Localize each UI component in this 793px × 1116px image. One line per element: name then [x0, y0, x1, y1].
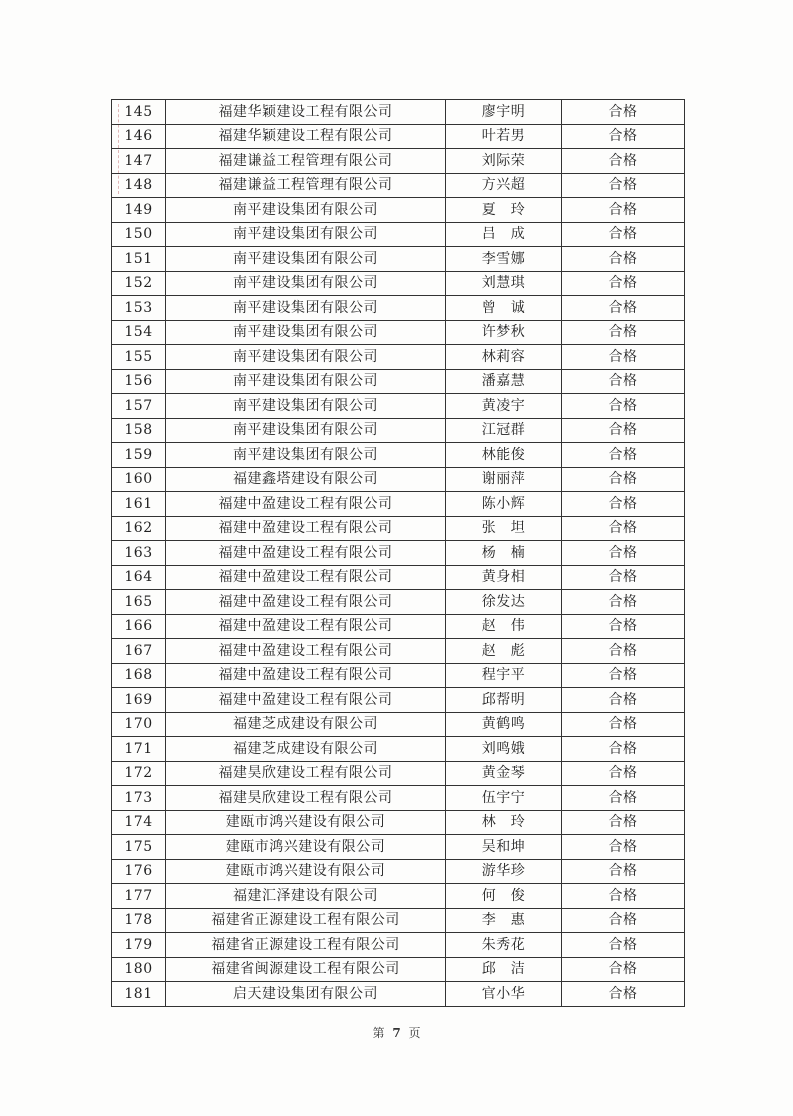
company-name: 福建芝成建设有限公司: [166, 712, 446, 737]
company-name: 福建鑫塔建设有限公司: [166, 467, 446, 492]
person-name: 朱秀花: [446, 933, 562, 958]
company-name: 启天建设集团有限公司: [166, 982, 446, 1007]
result-status: 合格: [562, 982, 685, 1007]
company-name: 福建昊欣建设工程有限公司: [166, 786, 446, 811]
row-number: 158: [112, 418, 166, 443]
row-number: 148: [112, 173, 166, 198]
company-name: 南平建设集团有限公司: [166, 345, 446, 370]
result-status: 合格: [562, 810, 685, 835]
table-row: [112, 320, 685, 345]
row-number: 149: [112, 198, 166, 223]
table-row: [112, 516, 685, 541]
table-row: [112, 394, 685, 419]
table-row: [112, 247, 685, 272]
company-name: 福建省正源建设工程有限公司: [166, 933, 446, 958]
row-number: 159: [112, 443, 166, 468]
person-name: 方兴超: [446, 173, 562, 198]
table-row: [112, 149, 685, 174]
footer-prefix: 第: [372, 1026, 385, 1040]
company-name: 南平建设集团有限公司: [166, 247, 446, 272]
row-number: 165: [112, 590, 166, 615]
row-number: 156: [112, 369, 166, 394]
company-name: 南平建设集团有限公司: [166, 320, 446, 345]
person-name: 吕 成: [446, 222, 562, 247]
person-name: 叶若男: [446, 124, 562, 149]
person-name: 游华珍: [446, 859, 562, 884]
table-row: [112, 614, 685, 639]
person-name: 官小华: [446, 982, 562, 1007]
company-name: 福建谦益工程管理有限公司: [166, 173, 446, 198]
row-number: 160: [112, 467, 166, 492]
table-row: [112, 443, 685, 468]
result-status: 合格: [562, 639, 685, 664]
result-status: 合格: [562, 614, 685, 639]
row-number: 180: [112, 957, 166, 982]
person-name: 林 玲: [446, 810, 562, 835]
result-status: 合格: [562, 516, 685, 541]
result-status: 合格: [562, 247, 685, 272]
table-row: [112, 198, 685, 223]
result-status: 合格: [562, 443, 685, 468]
result-status: 合格: [562, 222, 685, 247]
company-name: 福建省闽源建设工程有限公司: [166, 957, 446, 982]
table-row: [112, 982, 685, 1007]
person-name: 赵 伟: [446, 614, 562, 639]
row-number: 157: [112, 394, 166, 419]
person-name: 赵 彪: [446, 639, 562, 664]
person-name: 何 俊: [446, 884, 562, 909]
row-number: 164: [112, 565, 166, 590]
table-row: [112, 761, 685, 786]
company-name: 南平建设集团有限公司: [166, 394, 446, 419]
result-status: 合格: [562, 467, 685, 492]
page-footer: [0, 1024, 793, 1041]
row-number: 176: [112, 859, 166, 884]
table-row: [112, 222, 685, 247]
table-row: [112, 859, 685, 884]
company-name: 南平建设集团有限公司: [166, 369, 446, 394]
company-name: 福建华颖建设工程有限公司: [166, 100, 446, 125]
person-name: 夏 玲: [446, 198, 562, 223]
table-row: [112, 712, 685, 737]
result-status: 合格: [562, 933, 685, 958]
result-status: 合格: [562, 786, 685, 811]
table-row: [112, 663, 685, 688]
table-row: [112, 810, 685, 835]
result-status: 合格: [562, 884, 685, 909]
table-row: [112, 835, 685, 860]
result-status: 合格: [562, 345, 685, 370]
company-name: 福建谦益工程管理有限公司: [166, 149, 446, 174]
row-number: 155: [112, 345, 166, 370]
result-status: 合格: [562, 394, 685, 419]
company-name: 福建中盈建设工程有限公司: [166, 688, 446, 713]
person-name: 程宇平: [446, 663, 562, 688]
row-number: 161: [112, 492, 166, 517]
result-status: 合格: [562, 320, 685, 345]
table-row: [112, 100, 685, 125]
person-name: 林莉容: [446, 345, 562, 370]
row-number: 168: [112, 663, 166, 688]
row-number: 173: [112, 786, 166, 811]
table-row: [112, 467, 685, 492]
person-name: 黄凌宇: [446, 394, 562, 419]
company-name: 福建昊欣建设工程有限公司: [166, 761, 446, 786]
row-number: 145: [112, 100, 166, 125]
person-name: 刘慧琪: [446, 271, 562, 296]
company-name: 福建中盈建设工程有限公司: [166, 614, 446, 639]
row-number: 179: [112, 933, 166, 958]
row-number: 167: [112, 639, 166, 664]
result-status: 合格: [562, 663, 685, 688]
person-name: 廖宇明: [446, 100, 562, 125]
row-number: 154: [112, 320, 166, 345]
row-number: 169: [112, 688, 166, 713]
table-row: [112, 565, 685, 590]
person-name: 张 坦: [446, 516, 562, 541]
company-name: 福建中盈建设工程有限公司: [166, 516, 446, 541]
company-name: 南平建设集团有限公司: [166, 443, 446, 468]
person-name: 黄身相: [446, 565, 562, 590]
table-row: [112, 786, 685, 811]
result-status: 合格: [562, 590, 685, 615]
person-name: 陈小辉: [446, 492, 562, 517]
company-name: 福建中盈建设工程有限公司: [166, 590, 446, 615]
table-row: [112, 957, 685, 982]
page-number: 7: [392, 1026, 401, 1040]
company-name: 建瓯市鸿兴建设有限公司: [166, 859, 446, 884]
result-status: 合格: [562, 296, 685, 321]
table-row: [112, 884, 685, 909]
person-name: 李 惠: [446, 908, 562, 933]
result-status: 合格: [562, 712, 685, 737]
table-row: [112, 908, 685, 933]
person-name: 曾 诚: [446, 296, 562, 321]
row-number: 170: [112, 712, 166, 737]
table-row: [112, 639, 685, 664]
person-name: 谢丽萍: [446, 467, 562, 492]
row-number: 150: [112, 222, 166, 247]
row-number: 171: [112, 737, 166, 762]
table-row: [112, 369, 685, 394]
person-name: 邱 洁: [446, 957, 562, 982]
person-name: 徐发达: [446, 590, 562, 615]
table-body: [112, 100, 685, 1007]
result-status: 合格: [562, 737, 685, 762]
company-name: 福建华颖建设工程有限公司: [166, 124, 446, 149]
row-number: 181: [112, 982, 166, 1007]
footer-suffix: 页: [408, 1026, 421, 1040]
qualification-table: [111, 99, 685, 1007]
row-number: 177: [112, 884, 166, 909]
person-name: 林能俊: [446, 443, 562, 468]
table-row: [112, 271, 685, 296]
company-name: 南平建设集团有限公司: [166, 296, 446, 321]
row-number: 163: [112, 541, 166, 566]
company-name: 南平建设集团有限公司: [166, 271, 446, 296]
row-number: 147: [112, 149, 166, 174]
result-status: 合格: [562, 908, 685, 933]
result-status: 合格: [562, 418, 685, 443]
person-name: 邱帮明: [446, 688, 562, 713]
table-row: [112, 492, 685, 517]
result-status: 合格: [562, 957, 685, 982]
person-name: 刘际荣: [446, 149, 562, 174]
table-row: [112, 541, 685, 566]
company-name: 福建中盈建设工程有限公司: [166, 663, 446, 688]
result-status: 合格: [562, 198, 685, 223]
row-number: 152: [112, 271, 166, 296]
company-name: 福建省正源建设工程有限公司: [166, 908, 446, 933]
table-row: [112, 173, 685, 198]
result-status: 合格: [562, 835, 685, 860]
company-name: 南平建设集团有限公司: [166, 418, 446, 443]
result-status: 合格: [562, 492, 685, 517]
table-row: [112, 590, 685, 615]
person-name: 刘鸣娥: [446, 737, 562, 762]
row-number: 178: [112, 908, 166, 933]
result-status: 合格: [562, 761, 685, 786]
row-number: 153: [112, 296, 166, 321]
person-name: 伍宇宁: [446, 786, 562, 811]
result-status: 合格: [562, 688, 685, 713]
person-name: 江冠群: [446, 418, 562, 443]
table-row: [112, 124, 685, 149]
result-status: 合格: [562, 541, 685, 566]
company-name: 福建中盈建设工程有限公司: [166, 639, 446, 664]
company-name: 福建中盈建设工程有限公司: [166, 565, 446, 590]
result-status: 合格: [562, 271, 685, 296]
person-name: 黄鹤鸣: [446, 712, 562, 737]
result-status: 合格: [562, 100, 685, 125]
result-status: 合格: [562, 565, 685, 590]
table-row: [112, 933, 685, 958]
table-row: [112, 737, 685, 762]
table-row: [112, 345, 685, 370]
person-name: 吴和坤: [446, 835, 562, 860]
row-number: 162: [112, 516, 166, 541]
row-number: 172: [112, 761, 166, 786]
company-name: 南平建设集团有限公司: [166, 198, 446, 223]
row-number: 175: [112, 835, 166, 860]
person-name: 杨 楠: [446, 541, 562, 566]
person-name: 黄金琴: [446, 761, 562, 786]
person-name: 潘嘉慧: [446, 369, 562, 394]
result-status: 合格: [562, 149, 685, 174]
person-name: 许梦秋: [446, 320, 562, 345]
result-status: 合格: [562, 173, 685, 198]
company-name: 建瓯市鸿兴建设有限公司: [166, 835, 446, 860]
company-name: 建瓯市鸿兴建设有限公司: [166, 810, 446, 835]
company-name: 福建芝成建设有限公司: [166, 737, 446, 762]
company-name: 南平建设集团有限公司: [166, 222, 446, 247]
row-number: 151: [112, 247, 166, 272]
row-number: 166: [112, 614, 166, 639]
table-row: [112, 296, 685, 321]
person-name: 李雪娜: [446, 247, 562, 272]
table-row: [112, 688, 685, 713]
result-status: 合格: [562, 124, 685, 149]
result-status: 合格: [562, 369, 685, 394]
row-number: 174: [112, 810, 166, 835]
table-row: [112, 418, 685, 443]
company-name: 福建中盈建设工程有限公司: [166, 541, 446, 566]
company-name: 福建中盈建设工程有限公司: [166, 492, 446, 517]
company-name: 福建汇泽建设有限公司: [166, 884, 446, 909]
result-status: 合格: [562, 859, 685, 884]
row-number: 146: [112, 124, 166, 149]
